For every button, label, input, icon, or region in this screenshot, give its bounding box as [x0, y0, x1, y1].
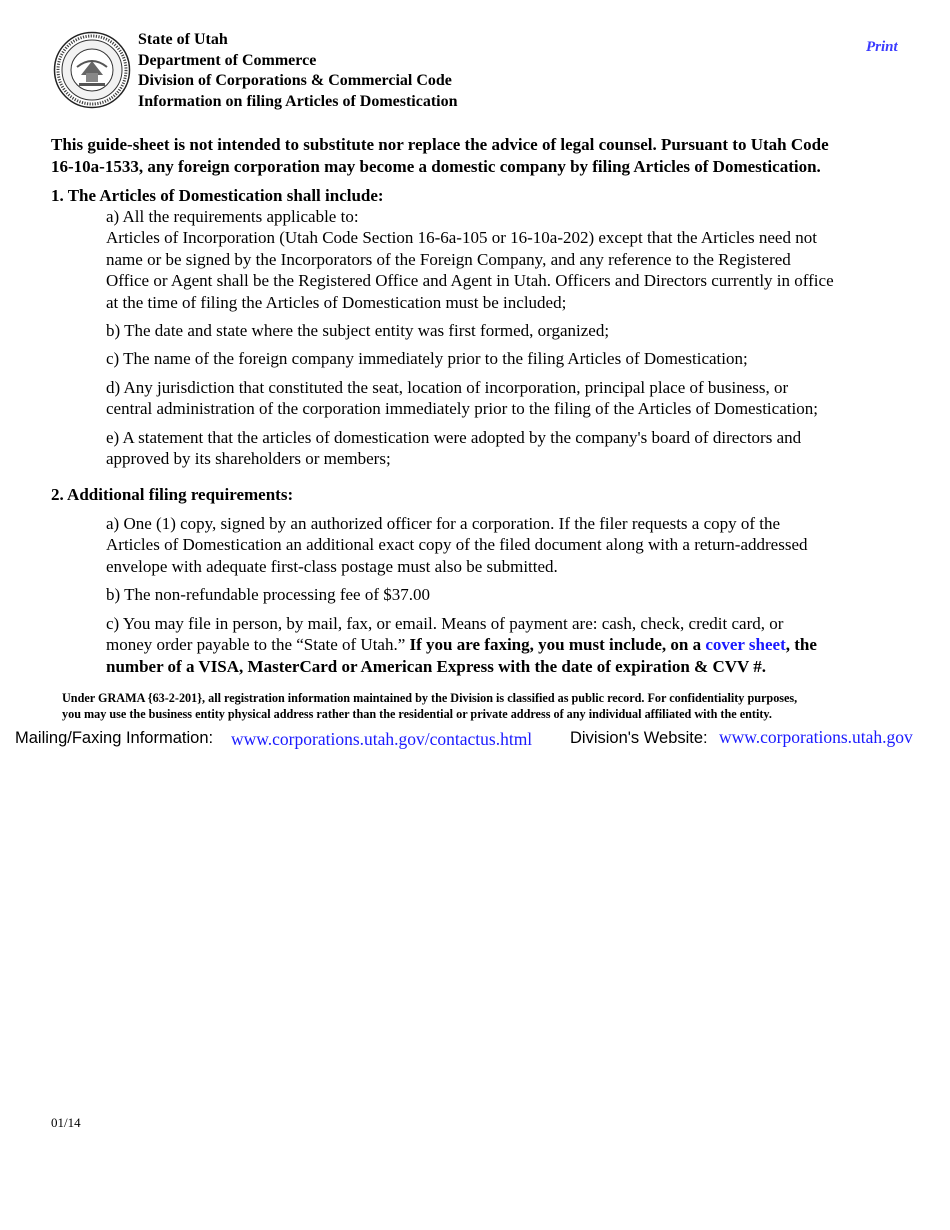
section1-item-a-line: Office or Agent shall be the Registered Office and Agent in Utah. Officers and Directors currently in office: [106, 271, 834, 291]
section1-item-c: [106, 348, 926, 369]
mailing-info-label: Mailing/Faxing Information:: [15, 729, 214, 747]
grama-line: Under GRAMA {63-2-201}, all registration information maintained by the Division is classified as public record. For confidentiality purposes,: [62, 691, 798, 705]
section1-item-d: [106, 377, 926, 420]
section2-item-a-line: a) One (1) copy, signed by an authorized officer for a corporation. If the filer requests a copy of the: [106, 514, 781, 533]
section2-item-c-line1: c) You may file in person, by mail, fax, or email. Means of payment are: cash, check, credit card, or: [106, 614, 784, 633]
intro-line: This guide-sheet is not intended to substitute nor replace the advice of legal counsel. Pursuant to Utah Code: [51, 135, 829, 154]
section1-item-a-line: at the time of filing the Articles of Domestication must be included;: [106, 292, 567, 312]
section2-item-a-line: Articles of Domestication an additional exact copy of the filed document along with a return-addressed: [106, 535, 808, 555]
intro-disclaimer: [51, 134, 926, 177]
grama-notice: [62, 690, 892, 722]
section2-item-c-line2: [106, 634, 926, 655]
section1-item-a-line: Articles of Incorporation (Utah Code Section 16-6a-105 or 16-10a-202) except that the Articles need not: [106, 228, 817, 248]
payment-text: money order payable to the “State of Utah.”: [106, 635, 410, 655]
section1-item-c-text: c) The name of the foreign company immediately prior to the filing Articles of Domestication;: [106, 349, 748, 368]
section1-item-e-line: e) A statement that the articles of domestication were adopted by the company's board of directors and: [106, 428, 802, 447]
fax-warning-text: If you are faxing, you must include, on a: [409, 635, 706, 655]
header-line-state: State of Utah: [138, 31, 228, 48]
section2-heading: 2. Additional filing requirements:: [51, 485, 294, 504]
section1-heading: 1. The Articles of Domestication shall include:: [51, 186, 384, 205]
mailing-info-link[interactable]: www.corporations.utah.gov/contactus.html: [231, 729, 533, 749]
section1-item-d-line: d) Any jurisdiction that constituted the seat, location of incorporation, principal place of business, or: [106, 378, 789, 397]
document-header: [138, 30, 458, 112]
section2-item-a-line: envelope with adequate first-class postage must also be submitted.: [106, 556, 558, 576]
section2-item-c: [106, 613, 926, 677]
website-label: Division's Website:: [570, 729, 708, 747]
header-line-division: Division of Corporations & Commercial Code: [138, 72, 452, 89]
grama-line: you may use the business entity physical address rather than the residential or private address of any individual affiliated with the entity.: [62, 707, 772, 721]
section1-item-e-line: approved by its shareholders or members;: [106, 449, 391, 469]
fax-warning-text-end: , the: [785, 635, 817, 655]
header-line-department: Department of Commerce: [138, 51, 317, 69]
section1-item-e: [106, 427, 926, 470]
section1-item-b: [106, 320, 926, 341]
header-line-title: Information on filing Articles of Domestication: [138, 92, 458, 110]
section2-item-b-text: b) The non-refundable processing fee of $37.00: [106, 585, 430, 604]
section1-item-a-line: name or be signed by the Incorporators of the Foreign Company, and any reference to the Registered: [106, 249, 791, 269]
intro-line: 16-10a-1533, any foreign corporation may become a domestic company by filing Articles of Domestication.: [51, 156, 821, 176]
section2-item-c-line3: number of a VISA, MasterCard or American Express with the date of expiration & CVV #.: [106, 656, 766, 676]
section1-item-b-text: b) The date and state where the subject entity was first formed, organized;: [106, 321, 610, 340]
section2-item-b: [106, 584, 926, 605]
section1-item-d-line: central administration of the corporation immediately prior to the filing of the Articles of Domestication;: [106, 399, 818, 419]
print-button[interactable]: Print: [866, 39, 898, 55]
section2-item-a: [106, 513, 926, 577]
utah-state-seal-icon: [53, 31, 131, 109]
website-link[interactable]: www.corporations.utah.gov: [719, 727, 913, 747]
cover-sheet-link[interactable]: cover sheet: [705, 635, 786, 655]
section1-item-a-line: a) All the requirements applicable to:: [106, 207, 359, 226]
form-revision-code: 01/14: [51, 1115, 81, 1130]
section1-item-a: [106, 206, 926, 313]
